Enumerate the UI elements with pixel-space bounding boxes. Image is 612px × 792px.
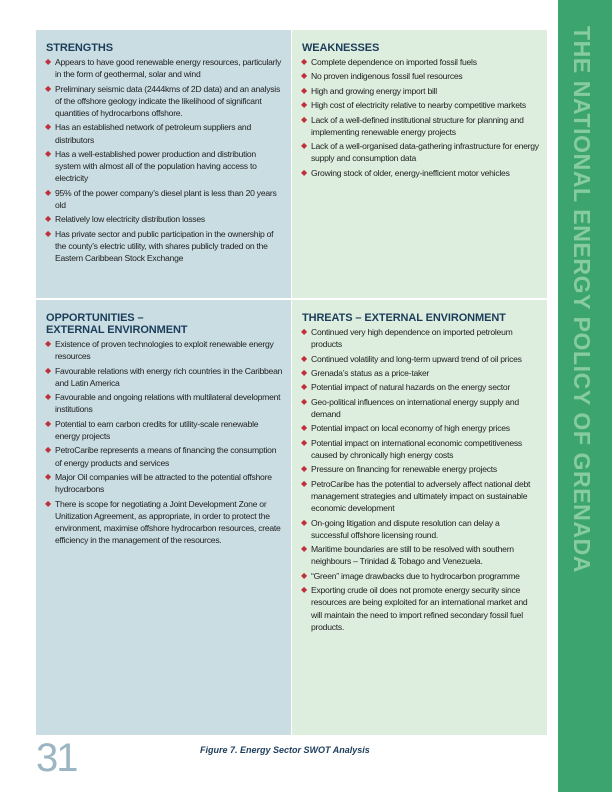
list-item-text: Potential impact on international economic competitiveness caused by chronically high energy costs (311, 437, 522, 460)
list-item-text: Lack of a well-organised data-gathering infrastructure for energy supply and consumption data (311, 141, 539, 164)
list-item (300, 396, 539, 420)
threats-panel (292, 300, 547, 735)
list-item (44, 471, 283, 495)
figure-caption: Figure 7. Energy Sector SWOT Analysis (200, 745, 370, 755)
bullet-icon: ◆ (301, 382, 307, 392)
bullet-icon: ◆ (45, 122, 51, 132)
list-item (44, 338, 283, 362)
list-item-text: Maritime boundaries are still to be resolved with southern neighbours – Trinidad & Tobago and Venezuela. (311, 544, 514, 567)
list-item (44, 83, 283, 120)
threats-title: THREATS – EXTERNAL ENVIRONMENT (302, 312, 506, 324)
bullet-icon: ◆ (301, 114, 307, 124)
bullet-icon: ◆ (45, 57, 51, 66)
list-item-text: Exporting crude oil does not promote energy security since resources are being exploited for an international market and will maintain the need to import refined secondary fossil fuel products. (311, 585, 528, 632)
list-item-text: PetroCaribe has the potential to adversely affect national debt management strategies and ultimately impact on sustainable economic development (311, 478, 531, 514)
bullet-icon: ◆ (45, 187, 51, 197)
list-item (300, 543, 539, 567)
list-item (300, 381, 539, 393)
row-divider (36, 298, 547, 300)
bullet-icon: ◆ (301, 464, 307, 474)
bullet-icon: ◆ (301, 585, 307, 595)
bullet-icon: ◆ (301, 396, 307, 406)
list-item (44, 391, 283, 415)
list-item (300, 140, 539, 164)
bullet-icon: ◆ (45, 83, 51, 93)
bullet-icon: ◆ (301, 478, 307, 488)
bullet-icon: ◆ (45, 392, 51, 402)
strengths-list (44, 56, 283, 264)
list-item-text: Growing stock of older, energy-inefficient motor vehicles (311, 167, 510, 178)
list-item-text: “Green” image drawbacks due to hydrocarbon programme (311, 570, 520, 581)
list-item-text: Lack of a well-defined institutional structure for planning and implementing renewable energy projects (311, 114, 524, 137)
list-item (44, 418, 283, 442)
list-item (300, 167, 539, 179)
list-item (44, 56, 283, 80)
list-item (300, 353, 539, 365)
list-item-text: Has private sector and public participation in the ownership of the county’s electric utility, with shares publicly traded on the Eastern Caribbean Stock Exchange (55, 228, 274, 264)
bullet-icon: ◆ (301, 71, 307, 81)
list-item (300, 85, 539, 97)
bullet-icon: ◆ (301, 141, 307, 151)
list-item-text: No proven indigenous fossil fuel resources (311, 71, 463, 82)
threats-list (300, 326, 539, 633)
bullet-icon: ◆ (301, 167, 307, 177)
list-item-text: Preliminary seismic data (2444kms of 2D data) and an analysis of the offshore geology indicate the likelihood of significant quantities of hydrocarbons offshore. (55, 83, 281, 118)
bullet-icon: ◆ (301, 353, 307, 363)
list-item-text: Continued very high dependence on imported petroleum products (311, 327, 513, 350)
opportunities-title-line2: EXTERNAL ENVIRONMENT (46, 324, 188, 336)
weaknesses-title: WEAKNESSES (302, 42, 380, 54)
bullet-icon: ◆ (301, 570, 307, 580)
list-item (300, 478, 539, 515)
list-item-text: Has a well-established power production and distribution system with almost all of the population having access to electricity (55, 148, 257, 184)
bullet-icon: ◆ (301, 100, 307, 110)
list-item (300, 56, 539, 68)
list-item (300, 517, 539, 541)
list-item-text: Pressure on financing for renewable energy projects (311, 464, 497, 475)
list-item-text: 95% of the power company’s diesel plant is less than 20 years old (55, 187, 277, 210)
bullet-icon: ◆ (301, 437, 307, 447)
bullet-icon: ◆ (45, 365, 51, 375)
list-item (44, 444, 283, 468)
list-item (44, 187, 283, 211)
list-item (44, 121, 283, 145)
page-number: 31 (36, 736, 77, 780)
list-item-text: On-going litigation and dispute resolution can delay a successful offshore licensing round. (311, 517, 500, 540)
list-item (300, 99, 539, 111)
list-item-text: Grenada’s status as a price-taker (311, 367, 430, 378)
list-item (300, 114, 539, 138)
opportunities-title (46, 312, 283, 336)
list-item (44, 498, 283, 547)
list-item-text: Favourable relations with energy rich countries in the Caribbean and Latin America (55, 365, 283, 388)
opportunities-panel (36, 300, 291, 735)
opportunities-title-line1: OPPORTUNITIES – (46, 312, 144, 324)
list-item-text: Major Oil companies will be attracted to the potential offshore hydrocarbons (55, 471, 272, 495)
strengths-panel (36, 30, 291, 298)
strengths-title: STRENGTHS (46, 42, 113, 54)
bullet-icon: ◆ (45, 498, 51, 508)
list-item (300, 422, 539, 434)
weaknesses-panel (292, 30, 547, 298)
list-item-text: Geo-political influences on international energy supply and demand (311, 396, 519, 419)
list-item (300, 326, 539, 350)
list-item (300, 437, 539, 461)
list-item-text: Favourable and ongoing relations with multilateral development institutions (55, 392, 281, 415)
list-item-text: PetroCaribe represents a means of financing the consumption of energy products and services (55, 445, 277, 468)
bullet-icon: ◆ (45, 418, 51, 428)
list-item-text: Appears to have good renewable energy resources, particularly in the form of geothermal, solar and wind (55, 57, 281, 80)
bullet-icon: ◆ (45, 148, 51, 158)
weaknesses-list (300, 56, 539, 179)
opportunities-list (44, 338, 283, 546)
bullet-icon: ◆ (301, 517, 307, 527)
list-item (44, 365, 283, 389)
bullet-icon: ◆ (301, 85, 307, 95)
list-item-text: High and growing energy import bill (311, 85, 437, 96)
bullet-icon: ◆ (45, 445, 51, 455)
bullet-icon: ◆ (45, 228, 51, 238)
list-item (44, 228, 283, 265)
bullet-icon: ◆ (301, 423, 307, 433)
side-banner-title: THE NATIONAL ENERGY POLICY OF GRENADA (569, 26, 595, 573)
list-item-text: Potential to earn carbon credits for utility-scale renewable energy projects (55, 418, 259, 441)
list-item (44, 148, 283, 185)
list-item (300, 70, 539, 82)
bullet-icon: ◆ (301, 327, 307, 336)
list-item-text: Relatively low electricity distribution losses (55, 214, 205, 225)
list-item (300, 584, 539, 633)
list-item (300, 367, 539, 379)
bullet-icon: ◆ (45, 339, 51, 348)
list-item-text: High cost of electricity relative to nearby competitive markets (311, 100, 526, 111)
bullet-icon: ◆ (301, 367, 307, 377)
list-item-text: There is scope for negotiating a Joint Development Zone or Unitization Agreement, as appropriate, in order to protect the environment, maximise offshore hydrocarbon resources, create efficiency in the management of the resources. (55, 498, 281, 546)
column-divider (291, 30, 292, 735)
bullet-icon: ◆ (45, 471, 51, 481)
list-item (300, 570, 539, 582)
list-item (300, 463, 539, 475)
list-item-text: Potential impact on local economy of high energy prices (311, 423, 510, 434)
bullet-icon: ◆ (301, 544, 307, 554)
list-item-text: Potential impact of natural hazards on the energy sector (311, 382, 511, 393)
bullet-icon: ◆ (45, 214, 51, 224)
bullet-icon: ◆ (301, 57, 307, 66)
list-item-text: Has an established network of petroleum suppliers and distributors (55, 122, 251, 145)
list-item-text: Existence of proven technologies to exploit renewable energy resources (55, 339, 274, 362)
list-item-text: Continued volatility and long-term upward trend of oil prices (311, 353, 522, 364)
list-item (44, 213, 283, 225)
list-item-text: Complete dependence on imported fossil fuels (311, 57, 477, 67)
